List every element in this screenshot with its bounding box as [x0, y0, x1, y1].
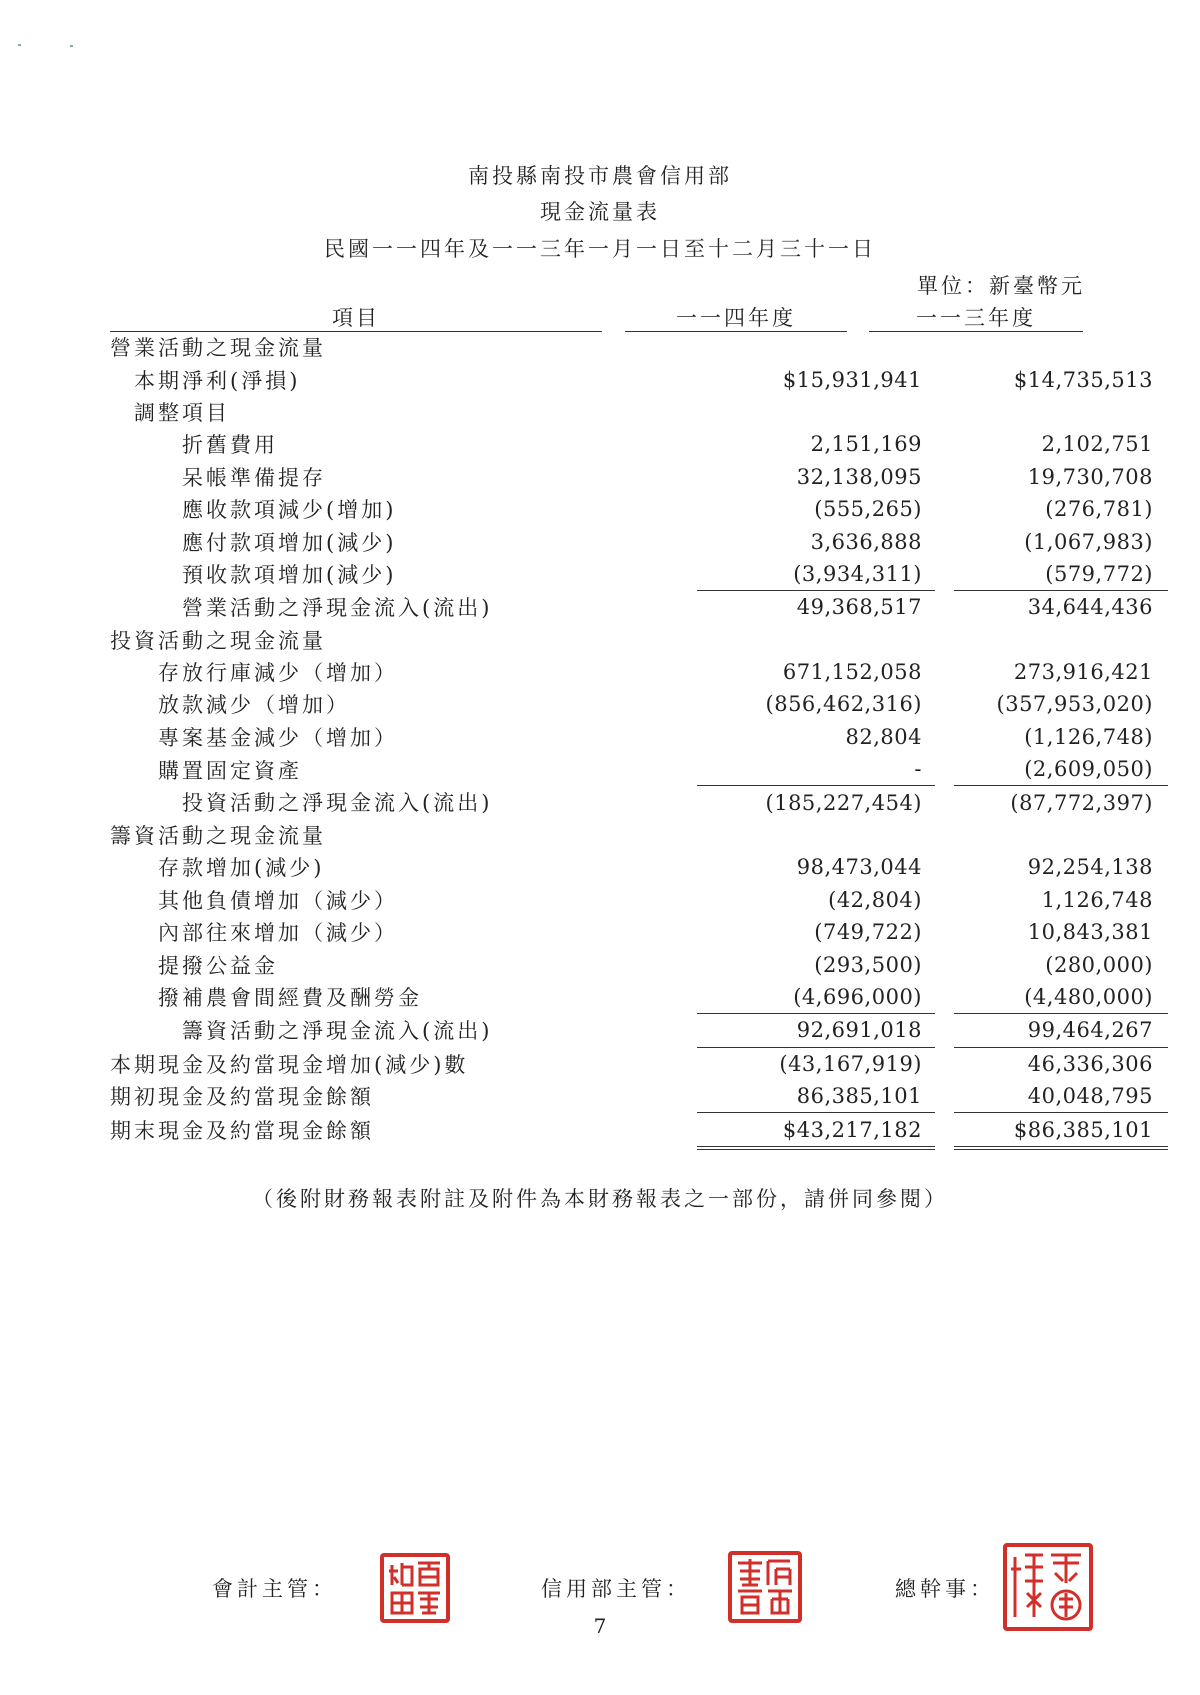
value-year-114: 2,151,169 — [810, 432, 922, 457]
row-label: 本期淨利(淨損) — [134, 368, 301, 393]
row-label: 應付款項增加(減少) — [182, 530, 397, 555]
value-year-114: (185,227,454) — [765, 790, 922, 815]
value-year-113 — [954, 819, 1168, 851]
value-year-114 — [697, 624, 935, 656]
value-year-114: (43,167,919) — [779, 1051, 922, 1076]
value-year-113: (4,480,000) — [954, 981, 1168, 1014]
table-row — [110, 525, 1168, 557]
value-year-114: $43,217,182 — [697, 1113, 935, 1148]
table-row — [110, 363, 1168, 395]
row-label: 預收款項增加(減少) — [182, 563, 397, 588]
value-year-113: $14,735,513 — [1013, 367, 1153, 392]
value-year-113: (2,609,050) — [954, 753, 1168, 786]
table-row — [110, 688, 1168, 720]
table-row — [110, 721, 1168, 753]
table-row — [110, 851, 1168, 883]
value-year-114: (4,696,000) — [697, 981, 935, 1014]
table-row — [110, 493, 1168, 525]
closing-balance-row — [110, 1113, 1168, 1148]
value-year-113: (579,772) — [954, 558, 1168, 591]
value-year-113: (280,000) — [1045, 952, 1153, 977]
value-year-114: (749,722) — [814, 920, 922, 945]
value-year-114: 49,368,517 — [796, 595, 922, 620]
value-year-114: $15,931,941 — [782, 367, 922, 392]
table-row — [110, 753, 1168, 786]
value-year-113: (357,953,020) — [996, 692, 1153, 717]
value-year-114 — [697, 396, 935, 428]
value-year-113 — [954, 624, 1168, 656]
row-label: 折舊費用 — [182, 433, 278, 458]
column-header-year-113: 一一三年度 — [869, 302, 1083, 332]
footnote: （後附財務報表附註及附件為本財務報表之一部份，請併同參閱） — [252, 1187, 948, 1211]
value-year-113 — [954, 331, 1168, 363]
value-year-113: 273,916,421 — [1013, 660, 1153, 685]
value-year-113: (87,772,397) — [1010, 790, 1153, 815]
value-year-114: (555,265) — [814, 497, 922, 522]
row-label: 期末現金及約當現金餘額 — [110, 1119, 374, 1144]
value-year-114: 82,804 — [845, 724, 922, 749]
column-header-item: 項目 — [110, 302, 602, 332]
table-row — [110, 884, 1168, 916]
row-label: 營業活動之淨現金流入(流出) — [182, 596, 493, 621]
row-label: 呆帳準備提存 — [182, 465, 326, 490]
opening-balance-row — [110, 1080, 1168, 1113]
value-year-113: 46,336,306 — [1027, 1051, 1153, 1076]
row-label: 籌資活動之淨現金流入(流出) — [182, 1019, 493, 1044]
section-row-investing — [110, 624, 1168, 656]
general-manager-label: 總幹事： — [895, 1577, 995, 1601]
credit-dept-supervisor-label: 信用部主管： — [541, 1577, 691, 1601]
column-header-year-114: 一一四年度 — [625, 302, 847, 332]
table-row — [110, 428, 1168, 460]
row-label: 存放行庫減少（增加） — [158, 661, 398, 686]
row-label: 調整項目 — [134, 400, 230, 425]
seal-glyphs-icon — [732, 1555, 798, 1619]
value-year-114: 98,473,044 — [796, 855, 922, 880]
seal-glyphs-icon — [384, 1557, 446, 1619]
row-label: 其他負債增加（減少） — [158, 888, 398, 913]
value-year-113: 10,843,381 — [1027, 920, 1153, 945]
accounting-supervisor-label: 會計主管： — [212, 1577, 337, 1601]
table-row — [110, 461, 1168, 493]
accounting-supervisor-seal — [380, 1553, 450, 1623]
value-year-114: (856,462,316) — [765, 692, 922, 717]
subtotal-row-investing — [110, 786, 1168, 819]
subtotal-row-financing — [110, 1014, 1168, 1047]
value-year-113: 34,644,436 — [1027, 595, 1153, 620]
row-label: 本期現金及約當現金增加(減少)數 — [110, 1052, 469, 1077]
value-year-114: 92,691,018 — [697, 1014, 935, 1047]
table-row — [110, 656, 1168, 688]
value-year-114: (3,934,311) — [697, 558, 935, 591]
value-year-113: 19,730,708 — [1027, 464, 1153, 489]
row-label: 營業活動之現金流量 — [110, 336, 326, 361]
value-year-114 — [697, 819, 935, 851]
table-row — [110, 396, 1168, 428]
net-change-row — [110, 1047, 1168, 1080]
value-year-114: (293,500) — [814, 952, 922, 977]
table-row — [110, 981, 1168, 1014]
value-year-113 — [954, 396, 1168, 428]
row-label: 期初現金及約當現金餘額 — [110, 1085, 374, 1110]
value-year-114: (42,804) — [828, 887, 922, 912]
row-label: 應收款項減少(增加) — [182, 498, 397, 523]
value-year-114: 86,385,101 — [697, 1080, 935, 1113]
currency-unit: 單位：新臺幣元 — [917, 274, 1085, 298]
value-year-113: 92,254,138 — [1027, 855, 1153, 880]
row-label: 投資活動之現金流量 — [110, 628, 326, 653]
row-label: 存款增加(減少) — [158, 856, 325, 881]
value-year-113: (276,781) — [1045, 497, 1153, 522]
table-row — [110, 558, 1168, 591]
value-year-114: 32,138,095 — [796, 464, 922, 489]
row-label: 內部往來增加（減少） — [158, 921, 398, 946]
scan-speck — [18, 44, 21, 46]
row-label: 放款減少（增加） — [158, 693, 350, 718]
value-year-113: $86,385,101 — [954, 1113, 1168, 1148]
credit-dept-supervisor-seal — [728, 1551, 802, 1623]
value-year-113: 2,102,751 — [1041, 432, 1153, 457]
organization-name: 南投縣南投市農會信用部 — [468, 164, 732, 188]
value-year-113: (1,126,748) — [1024, 724, 1153, 749]
value-year-114: - — [697, 753, 935, 786]
value-year-113: (1,067,983) — [1024, 529, 1153, 554]
table-row — [110, 948, 1168, 980]
scan-speck — [70, 45, 73, 47]
subtotal-row-operating — [110, 591, 1168, 624]
statement-title: 現金流量表 — [540, 200, 660, 224]
row-label: 投資活動之淨現金流入(流出) — [182, 791, 493, 816]
value-year-114: 3,636,888 — [810, 529, 922, 554]
table-row — [110, 916, 1168, 948]
reporting-period: 民國一一四年及一一三年一月一日至十二月三十一日 — [324, 237, 876, 261]
page-number: 7 — [593, 1614, 607, 1638]
value-year-114 — [697, 331, 935, 363]
row-label: 提撥公益金 — [158, 953, 278, 978]
value-year-113: 40,048,795 — [954, 1080, 1168, 1113]
row-label: 購置固定資產 — [158, 758, 302, 783]
row-label: 撥補農會間經費及酬勞金 — [158, 986, 422, 1011]
row-label: 籌資活動之現金流量 — [110, 824, 326, 849]
section-row-operating — [110, 331, 1168, 363]
cash-flow-table — [110, 331, 1168, 1150]
section-row-financing — [110, 819, 1168, 851]
value-year-114: 671,152,058 — [782, 660, 922, 685]
value-year-113: 99,464,267 — [954, 1014, 1168, 1047]
value-year-113: 1,126,748 — [1041, 887, 1153, 912]
row-label: 專案基金減少（增加） — [158, 725, 398, 750]
